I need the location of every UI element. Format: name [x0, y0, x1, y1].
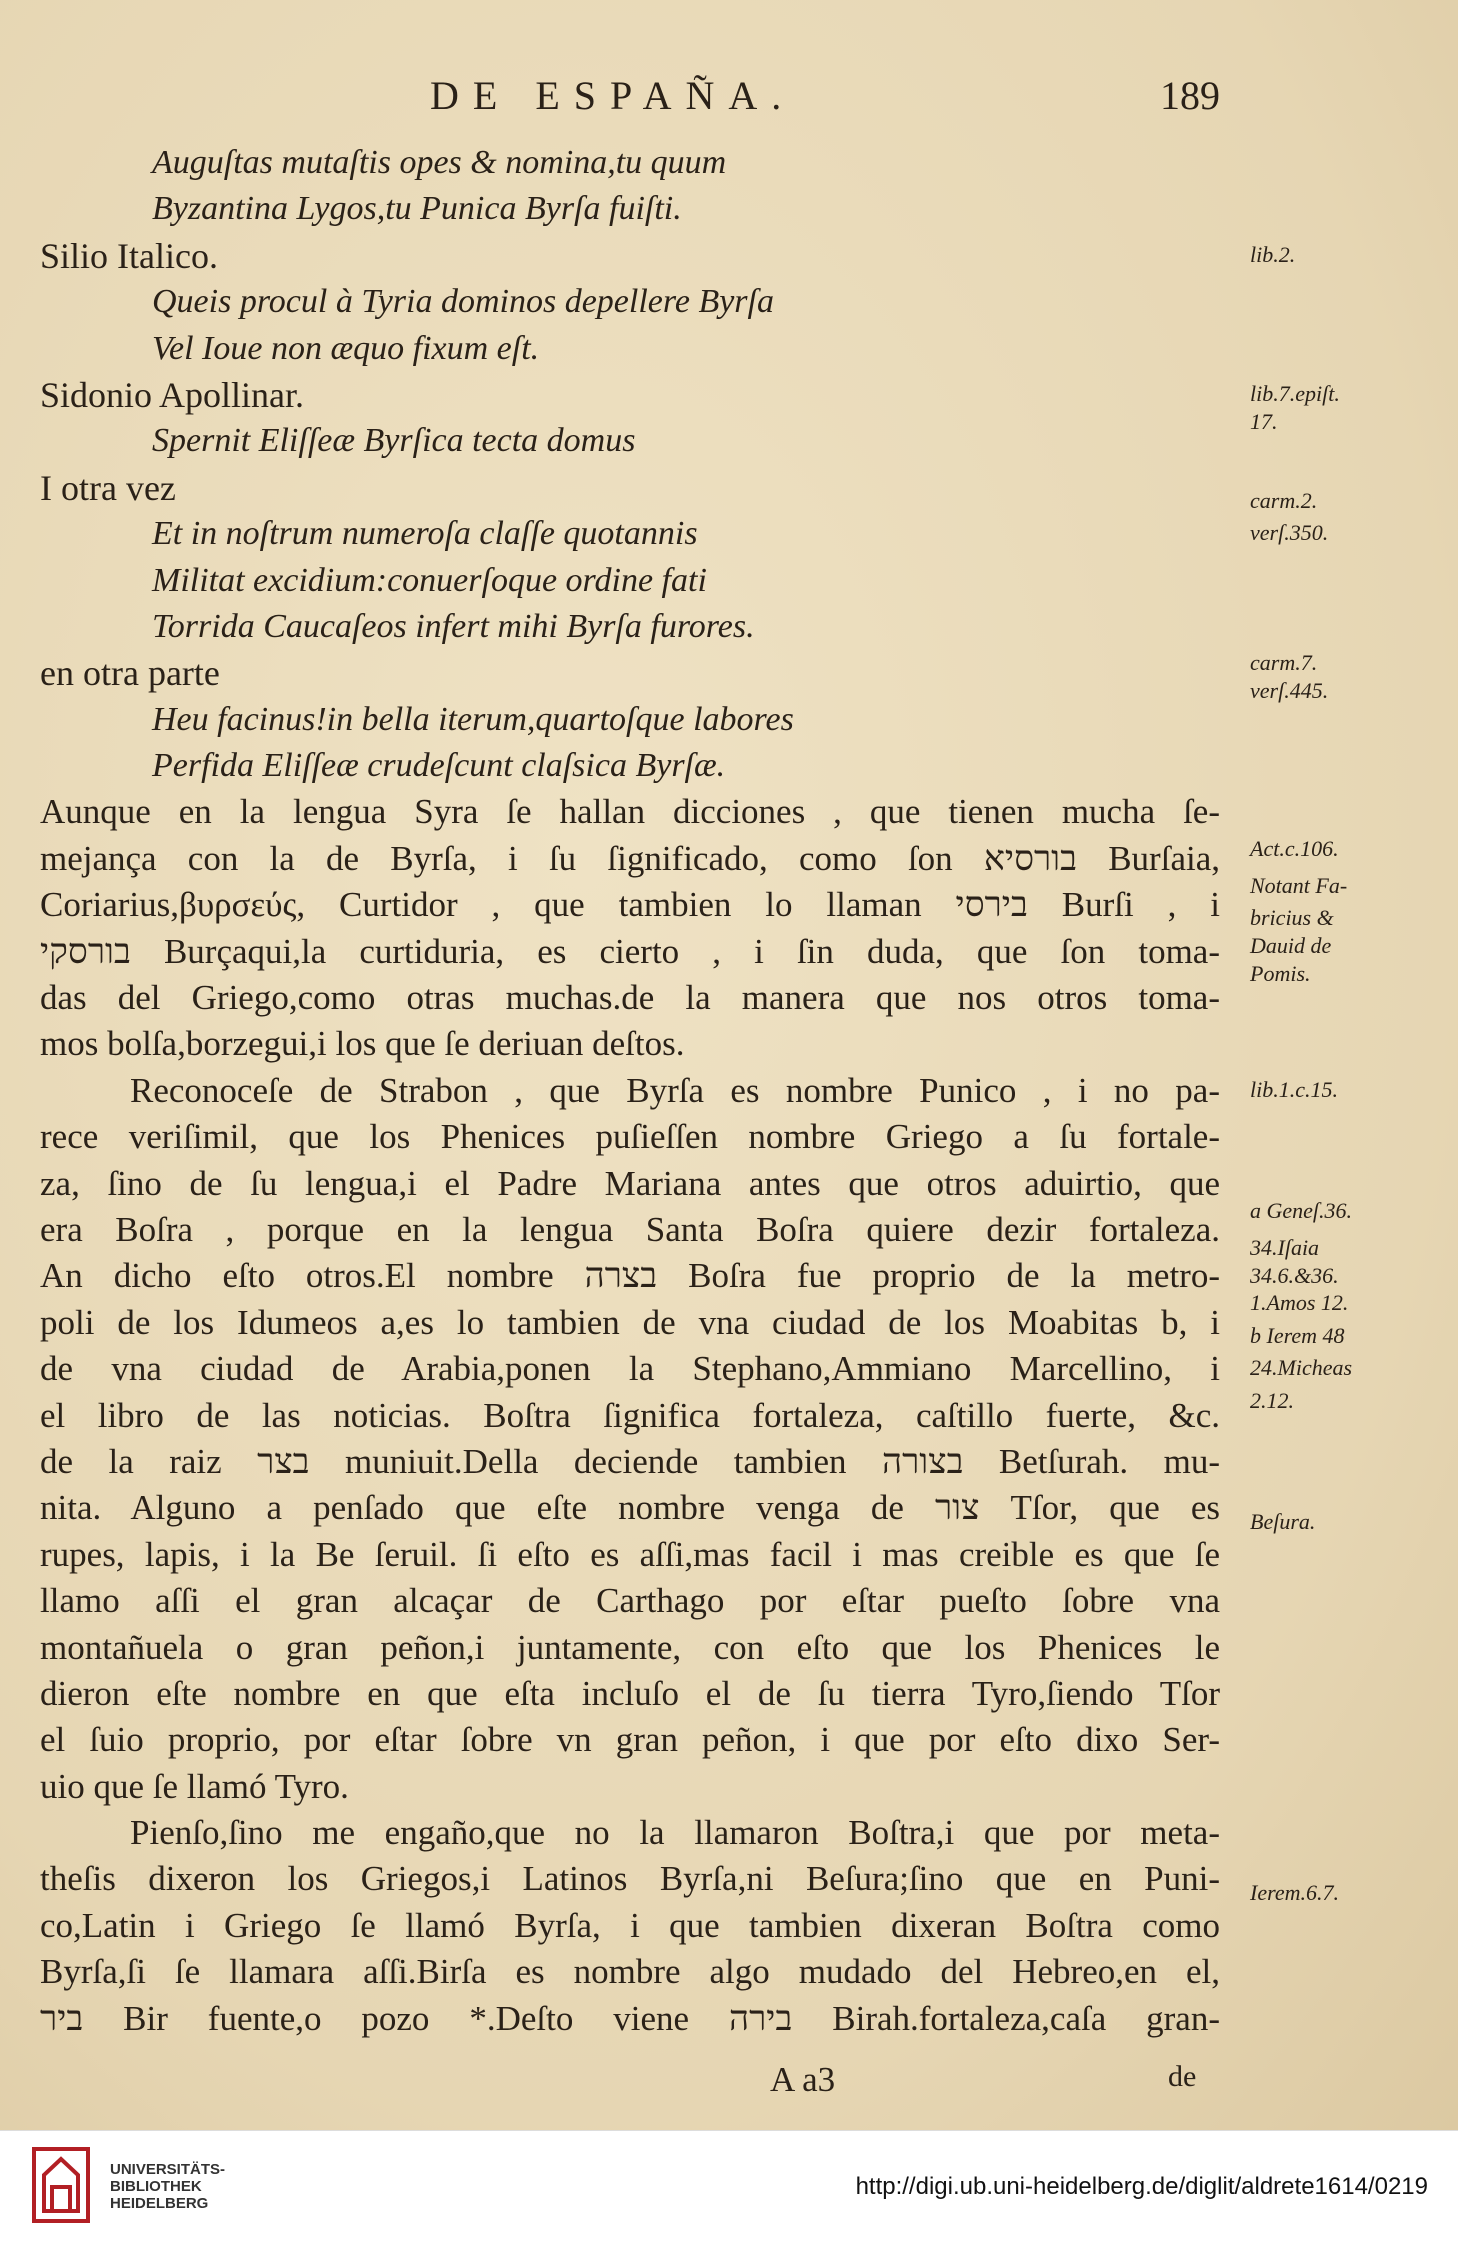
catchword: de: [1168, 2060, 1197, 2093]
text-line: montañuela o gran peñon,i juntamente, con eſto que los Phenices le: [40, 1627, 1220, 1667]
source-heading: I otra vez: [40, 467, 176, 508]
heidelberg-library-logo-icon: [30, 2145, 92, 2225]
margin-note: lib.2.: [1250, 241, 1296, 267]
text-line: rece veriſimil, que los Phenices puſieſſen nombre Griego a ſu fortale-: [40, 1117, 1220, 1157]
source-heading: Silio Italico.: [40, 235, 218, 276]
margin-note: Ierem.6.7.: [1250, 1879, 1339, 1905]
margin-note: b Ierem 48: [1250, 1322, 1345, 1348]
verse-line: Heu facinus!in bella iterum,quartoſque labores: [152, 700, 794, 738]
verse-line: Et in noſtrum numeroſa claſſe quotannis: [152, 515, 698, 553]
verse-line: Perfida Eliſſeæ crudeſcunt claſsica Byrſæ.: [152, 747, 726, 785]
institution-line: BIBLIOTHEK: [110, 2178, 202, 2195]
text-line: nita. Alguno a penſado que eſte nombre venga de צור Tſor, que es: [40, 1488, 1220, 1528]
margin-note: Notant Fa-: [1250, 872, 1348, 898]
text-line: uio que ſe llamó Tyro.: [40, 1766, 349, 1806]
margin-note: Act.c.106.: [1250, 835, 1339, 861]
margin-note: verſ.350.: [1250, 520, 1329, 546]
verse-line: Byzantina Lygos,tu Punica Byrſa fuiſti.: [152, 190, 682, 228]
text-line: Pienſo,ſino me engaño,que no la llamaron Boſtra,i que por meta-: [130, 1813, 1220, 1853]
text-line: Coriarius,βυρσεύς, Curtidor , que tambien lo llaman בירסי Burſi , i: [40, 885, 1220, 925]
verse-line: Vel Ioue non æquo fixum eſt.: [152, 329, 540, 367]
running-head: DE ESPAÑA.: [430, 73, 796, 118]
text-line: Aunque en la lengua Syra ſe hallan dicciones , que tienen mucha ſe-: [40, 792, 1220, 832]
text-line: de vna ciudad de Arabia,ponen la Stephano,Ammiano Marcellino, i: [40, 1349, 1220, 1389]
text-line: theſis dixeron los Griegos,i Latinos Byrſa,ni Beſura;ſino que en Puni-: [40, 1859, 1220, 1899]
margin-note: Beſura.: [1250, 1508, 1316, 1534]
verse-line: Spernit Eliſſeæ Byrſica tecta domus: [152, 422, 636, 460]
text-line: ביר Bir fuente,o pozo *.Deſto viene בירה Birah.fortaleza,caſa gran-: [40, 1998, 1220, 2038]
margin-note: 24.Micheas: [1250, 1355, 1353, 1381]
margin-note: carm.7.: [1250, 650, 1318, 676]
text-line: בורסקי Burçaqui,la curtiduria, es cierto , i ſin duda, que ſon toma-: [40, 931, 1220, 971]
text-line: An dicho eſto otros.El nombre בצרה Boſra fue proprio de la metro-: [40, 1256, 1220, 1296]
text-line: poli de los Idumeos a,es lo tambien de vna ciudad de los Moabitas b, i: [40, 1302, 1220, 1342]
signature-mark: A a3: [770, 2060, 836, 2099]
margin-note: 34.Iſaia: [1250, 1234, 1320, 1260]
text-line: Byrſa,ſi ſe llamara aſſi.Birſa es nombre algo mudado del Hebreo,en el,: [40, 1952, 1220, 1992]
text-line: de la raiz בצר muniuit.Della deciende tambien בצורה Betſurah. mu-: [40, 1441, 1221, 1481]
text-line: llamo aſſi el gran alcaçar de Carthago por eſtar pueſto ſobre vna: [40, 1581, 1220, 1621]
text-line: el ſuio proprio, por eſtar ſobre vn gran peñon, i que por eſto dixo Ser-: [40, 1720, 1220, 1760]
text-line: za, ſino de ſu lengua,i el Padre Mariana antes que otros aduirtio, que: [40, 1163, 1220, 1203]
margin-note: 1.Amos 12.: [1250, 1290, 1349, 1316]
page-header: [0, 72, 1458, 132]
verse-line: Queis procul à Tyria dominos depellere Byrſa: [152, 283, 774, 321]
text-line: era Boſra , porque en la lengua Santa Boſra quiere dezir fortaleza.: [40, 1209, 1220, 1249]
margin-note: a Geneſ.36.: [1250, 1197, 1353, 1223]
source-heading: Sidonio Apollinar.: [40, 374, 305, 415]
institution-line: UNIVERSITÄTS-: [110, 2161, 226, 2178]
institution-line: HEIDELBERG: [110, 2195, 209, 2212]
text-line: dieron eſte nombre en que eſta incluſo el de ſu tierra Tyro,ſiendo Tſor: [40, 1673, 1220, 1713]
verse-line: Militat excidium:conuerſoque ordine fati: [152, 561, 707, 599]
main-text: [40, 140, 1353, 2042]
text-line: Reconoceſe de Strabon , que Byrſa es nombre Punico , i no pa-: [130, 1070, 1220, 1110]
margin-note: bricius &: [1250, 905, 1334, 931]
text-line: mejança con la de Byrſa, i ſu ſignificado, como ſon בורסיא Burſaia,: [40, 838, 1220, 878]
institution-name: [110, 2161, 225, 2212]
viewer-footer: [0, 2130, 1458, 2243]
margin-note: 2.12.: [1250, 1387, 1294, 1413]
margin-note: carm.2.: [1250, 487, 1318, 513]
text-line: co,Latin i Griego ſe llamó Byrſa, i que tambien dixeran Boſtra como: [40, 1905, 1220, 1945]
margin-note: 34.6.&36.: [1250, 1262, 1339, 1288]
margin-note: Dauid de: [1250, 933, 1332, 959]
permalink-url[interactable]: http://digi.ub.uni-heidelberg.de/diglit/aldrete1614/0219: [855, 2173, 1428, 2200]
margin-note: lib.7.epiſt.: [1250, 381, 1340, 406]
text-line: rupes, lapis, i la Be ſeruil. ſi eſto es aſſi,mas facil i mas creible es que ſe: [40, 1534, 1220, 1574]
verse-line: Torrida Caucaſeos infert mihi Byrſa furores.: [152, 607, 755, 645]
margin-note: Pomis.: [1250, 961, 1311, 986]
margin-note: 17.: [1250, 408, 1278, 434]
source-heading: en otra parte: [40, 653, 220, 694]
text-line: mos bolſa,borzegui,i los que ſe deriuan deſtos.: [40, 1024, 685, 1064]
margin-note: lib.1.c.15.: [1250, 1077, 1338, 1102]
margin-note: verſ.445.: [1250, 677, 1329, 703]
text-line: el libro de las noticias. Boſtra ſignifica fortaleza, caſtillo fuerte, &c.: [40, 1395, 1220, 1435]
verse-line: Auguſtas mutaſtis opes & nomina,tu quum: [152, 144, 727, 181]
page-number: 189: [1160, 73, 1220, 118]
text-line: das del Griego,como otras muchas.de la manera que nos otros toma-: [40, 978, 1220, 1018]
